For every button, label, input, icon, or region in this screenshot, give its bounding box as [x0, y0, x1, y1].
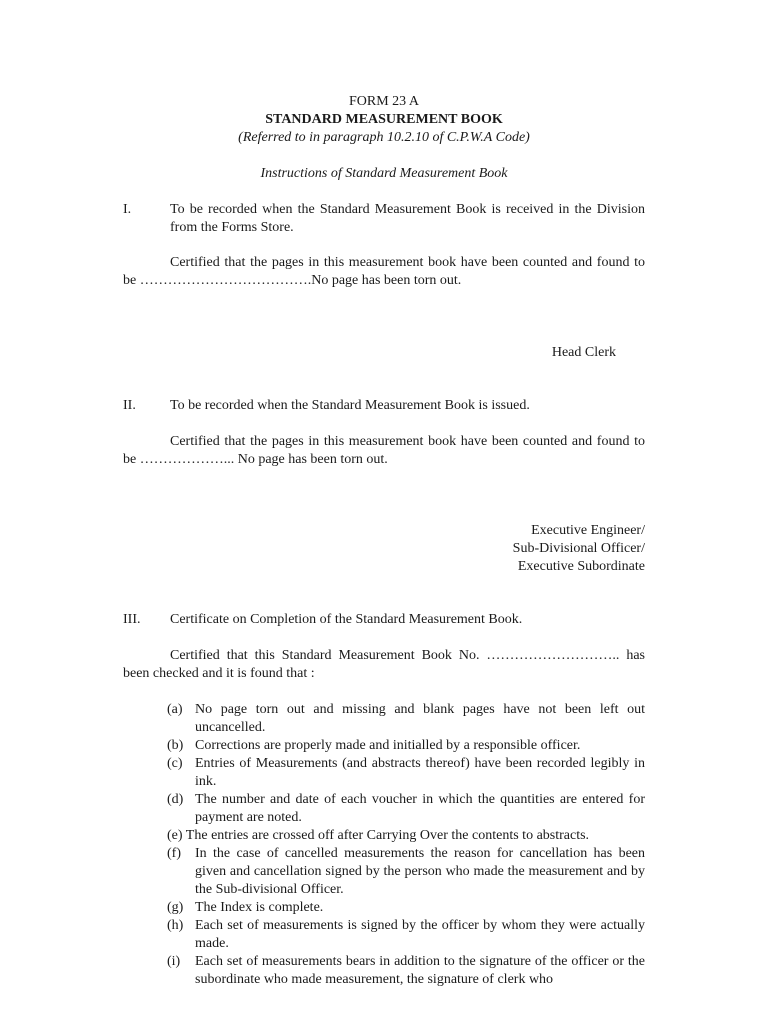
document-title: STANDARD MEASUREMENT BOOK: [265, 112, 503, 127]
item-label: (i): [167, 954, 181, 969]
section-2-number: II.: [123, 398, 136, 413]
head-clerk-signatory: [552, 344, 616, 362]
item-label: (e): [167, 828, 183, 843]
section-2-text: To be recorded when the Standard Measurement Book is issued.: [170, 398, 530, 413]
checklist-item: [167, 899, 645, 917]
item-label: (f): [167, 846, 181, 861]
signatory-line: Sub-Divisional Officer/: [512, 541, 645, 556]
section-3-heading: [123, 611, 645, 629]
form-number: FORM 23 A: [348, 94, 420, 109]
item-text: Entries of Measurements (and abstracts thereof) have been recorded legibly in ink.: [195, 756, 645, 789]
section-3-text: Certificate on Completion of the Standard Measurement Book.: [170, 612, 523, 627]
executive-engineer-signatory: [513, 522, 645, 576]
section-1-certificate: Certified that the pages in this measurement book have been counted and found to be ……………………………….No page has been torn out.: [123, 255, 645, 288]
item-text: Each set of measurements is signed by the officer by whom they were actually made.: [195, 918, 645, 951]
checklist-item: [167, 755, 645, 791]
signatory-line: Executive Subordinate: [517, 559, 645, 574]
item-text: In the case of cancelled measurements the reason for cancellation has been given and cancellation signed by the person who made the measurement and by the Sub-divisional Officer.: [195, 846, 645, 897]
instructions-heading: Instructions of Standard Measurement Book: [260, 166, 508, 181]
checklist-item: [167, 701, 645, 737]
section-1-text: To be recorded when the Standard Measurement Book is received in the Division from the Forms Store.: [170, 202, 645, 235]
item-text: Each set of measurements bears in addition to the signature of the officer or the subordinate who made measurement, the signature of clerk who: [195, 954, 645, 987]
checklist-item: [167, 737, 645, 755]
checklist: [167, 701, 645, 989]
section-3-number: III.: [123, 612, 141, 627]
item-text: The entries are crossed off after Carrying Over the contents to abstracts.: [185, 828, 590, 843]
checklist-item: [167, 917, 645, 953]
checklist-item: [167, 845, 645, 899]
section-1-heading: [123, 201, 645, 237]
item-text: The Index is complete.: [195, 900, 324, 915]
item-label: (d): [167, 792, 184, 807]
code-reference: (Referred to in paragraph 10.2.10 of C.P.W.A Code): [238, 130, 530, 145]
section-2-heading: [123, 397, 645, 415]
item-label: (g): [167, 900, 184, 915]
checklist-item: [167, 953, 645, 989]
item-label: (c): [167, 756, 183, 771]
section-1-number: I.: [123, 202, 132, 217]
item-text: No page torn out and missing and blank pages have not been left out uncancelled.: [195, 702, 645, 735]
item-label: (a): [167, 702, 183, 717]
checklist-item: [167, 791, 645, 827]
section-2-certificate: Certified that the pages in this measurement book have been counted and found to be ………………... No page has been torn out.: [123, 434, 645, 467]
item-label: (b): [167, 738, 184, 753]
checklist-item: [167, 827, 645, 845]
signatory-line: Head Clerk: [551, 345, 616, 360]
item-label: (h): [167, 918, 184, 933]
item-text: Corrections are properly made and initialled by a responsible officer.: [195, 738, 581, 753]
signatory-line: Executive Engineer/: [531, 523, 645, 538]
section-3-certificate: Certified that this Standard Measurement Book No. ……………………….. has been checked and it is found that :: [123, 648, 645, 681]
item-text: The number and date of each voucher in which the quantities are entered for payment are noted.: [195, 792, 645, 825]
